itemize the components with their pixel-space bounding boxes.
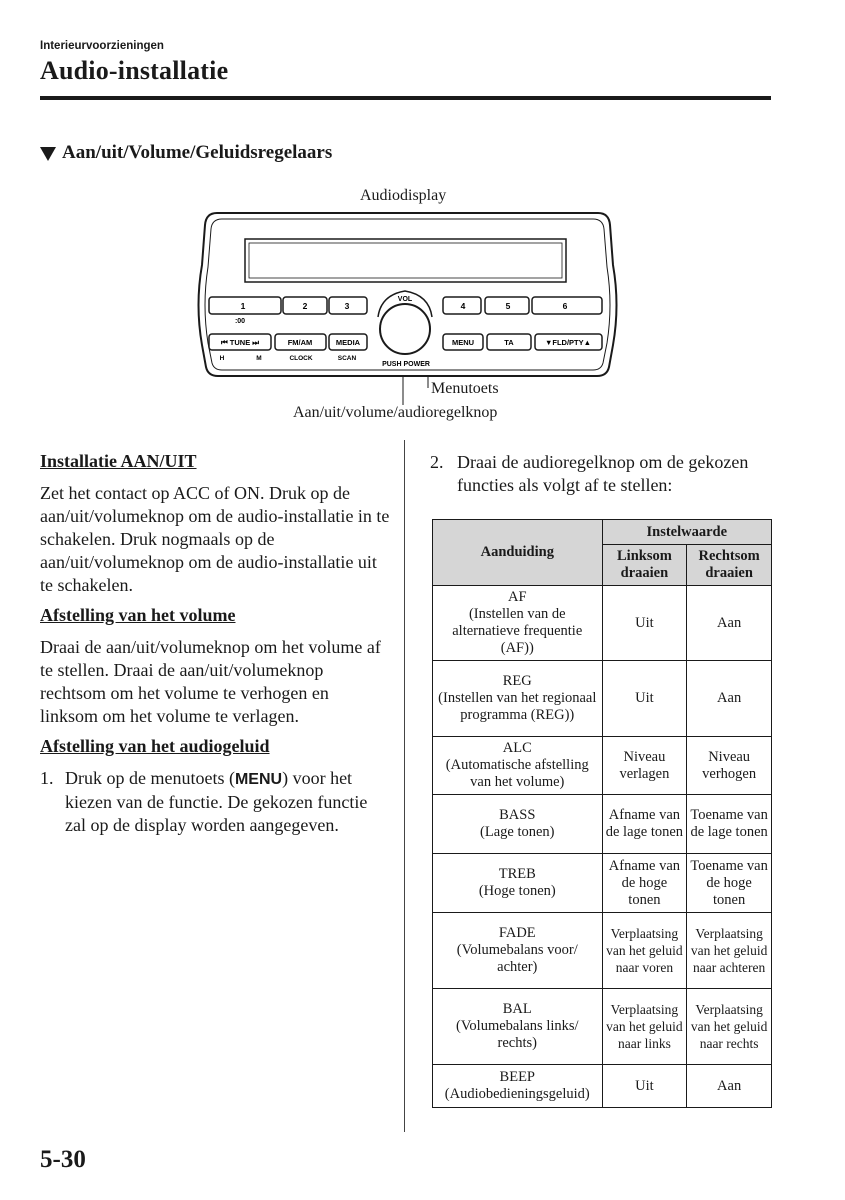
cell-linksom: Niveau verlagen [602,737,687,795]
function-code: BAL [502,1001,532,1017]
svg-text:⏮ TUNE ⏭: ⏮ TUNE ⏭ [220,338,260,347]
cell-linksom: Afname van de lage tonen [602,795,687,854]
column-divider [404,440,405,1132]
label-menutoets: Menutoets [431,380,499,397]
cell-rechtsom: Toename van de lage tonen [687,795,772,854]
cell-rechtsom: Aan [687,661,772,737]
cell-linksom: Verplaatsing van het geluid naar links [602,989,687,1065]
preset-button-3[interactable] [329,297,367,314]
table-row [433,795,772,854]
title-divider [40,96,771,100]
cell-aanduiding [433,1065,603,1108]
cell-aanduiding [433,989,603,1065]
heading-afstelling-volume: Afstelling van het volume [40,605,236,625]
function-code: BEEP [499,1069,535,1085]
cell-linksom: Uit [602,1065,687,1108]
menu-button-inline: MENU [234,771,283,788]
table-row [433,661,772,737]
function-description: (Hoge tonen) [478,883,556,899]
page-title: Audio-installatie [40,56,229,85]
preset-button-4[interactable] [443,297,481,314]
table-row [433,1065,772,1108]
step-2 [430,451,770,497]
function-code: TREB [498,866,536,882]
step-1 [40,767,390,837]
function-code: AF [508,589,527,605]
step-2-number: 2. [430,452,444,472]
table-row [433,586,772,661]
cell-aanduiding [433,586,603,661]
cell-linksom: Uit [602,661,687,737]
header-aanduiding: Aanduiding [433,520,603,586]
header-instelwaarde: Instelwaarde [602,520,771,545]
cell-linksom: Uit [602,586,687,661]
svg-text:MENU: MENU [451,338,475,347]
function-description: (Volumebalans voor/ achter) [456,942,578,975]
cell-rechtsom: Aan [687,1065,772,1108]
cell-linksom: Afname van de hoge tonen [602,854,687,913]
function-code: FADE [498,925,536,941]
cell-aanduiding [433,854,603,913]
label-vol: VOL [397,296,413,303]
fm-am-button[interactable] [275,334,326,350]
cell-linksom: Verplaatsing van het geluid naar voren [602,913,687,989]
step-1-text [65,767,390,837]
subheading-text: Aan/uit/Volume/Geluidsregelaars [62,142,333,163]
label-audioregelknop: Aan/uit/volume/audioregelknop [293,404,498,421]
step-1-text-pre: Druk op de menutoets ( [65,768,235,788]
heading-installatie-aan-uit: Installatie AAN/UIT [40,451,197,471]
function-description: (Lage tonen) [480,824,555,840]
ta-button[interactable] [487,334,531,350]
cell-aanduiding [433,661,603,737]
function-table [432,519,772,1108]
volume-knob[interactable] [380,304,430,354]
cell-rechtsom: Verplaatsing van het geluid naar rechts [687,989,772,1065]
text-afstelling-volume: Draai de aan/uit/volumeknop om het volume af te stellen. Draai de aan/uit/volumeknop rechtsom om het volume te verhogen en linksom om het volume te verlagen. [40,637,381,726]
cell-aanduiding [433,913,603,989]
step-2-text: Draai de audioregelknop om de gekozen functies als volgt af te stellen: [457,452,749,495]
step-1-text-post: ) voor het kiezen van de functie. De gekozen functie zal op de display worden aangegeven. [65,768,368,835]
label-h: H [219,355,225,362]
step-1-number: 1. [40,768,54,788]
svg-text:1: 1 [240,301,246,311]
media-button[interactable] [329,334,367,350]
heading-afstelling-audiogeluid: Afstelling van het audiogeluid [40,736,270,756]
svg-text:FM/AM: FM/AM [287,338,313,347]
table-row [433,854,772,913]
header-rechtsom: Rechtsom draaien [687,545,772,586]
function-code: REG [502,673,532,689]
fld-pty-button[interactable] [535,334,602,350]
table-row [433,989,772,1065]
preset-button-2[interactable] [283,297,327,314]
function-description: (Instellen van de alternatieve frequentie (AF)) [452,606,583,656]
cell-rechtsom: Aan [687,586,772,661]
cell-rechtsom: Toename van de hoge tonen [687,854,772,913]
function-description: (Volumebalans links/ rechts) [455,1018,579,1051]
function-code: ALC [502,740,532,756]
svg-text:▼FLD/PTY▲: ▼FLD/PTY▲ [544,338,592,347]
audio-unit-diagram [195,205,620,405]
audio-display [245,239,566,282]
subheading [40,142,332,164]
function-description: (Instellen van het regionaal programma (REG)) [438,690,597,723]
label-push-power: PUSH POWER [382,361,430,368]
label-m: M [256,355,262,362]
text-installatie-aan-uit: Zet het contact op ACC of ON. Druk op de aan/uit/volumeknop om de audio-installatie in te schakelen. Druk nogmaals op de aan/uit/volumeknop om de audio-installatie uit te schakelen. [40,483,390,595]
table-row [433,737,772,795]
cell-aanduiding [433,737,603,795]
cell-aanduiding [433,795,603,854]
svg-text:3: 3 [344,301,350,311]
tune-button[interactable] [209,334,271,350]
svg-text:MEDIA: MEDIA [335,338,361,347]
table-row [433,913,772,989]
section-label: Interieurvoorzieningen [40,40,164,52]
svg-text:2: 2 [302,301,308,311]
svg-text:5: 5 [505,301,511,311]
clock-label-00: :00 [234,318,246,325]
preset-button-1[interactable] [209,297,281,314]
svg-text:6: 6 [562,301,568,311]
svg-text:4: 4 [460,301,466,311]
function-description: (Audiobedieningsgeluid) [444,1086,590,1102]
label-audiodisplay: Audiodisplay [360,187,447,204]
label-clock: CLOCK [289,355,313,362]
left-column [40,450,390,837]
function-code: BASS [499,807,536,823]
cell-rechtsom: Verplaatsing van het geluid naar achteren [687,913,772,989]
label-scan: SCAN [337,355,357,362]
preset-button-6[interactable] [532,297,602,314]
cell-rechtsom: Niveau verhogen [687,737,772,795]
triangle-down-icon [40,147,56,161]
page-number: 5-30 [40,1146,86,1173]
menu-button[interactable] [443,334,483,350]
function-description: (Automatische afstelling van het volume) [445,757,589,790]
preset-button-5[interactable] [485,297,529,314]
header-linksom: Linksom draaien [602,545,687,586]
svg-text:TA: TA [504,338,514,347]
